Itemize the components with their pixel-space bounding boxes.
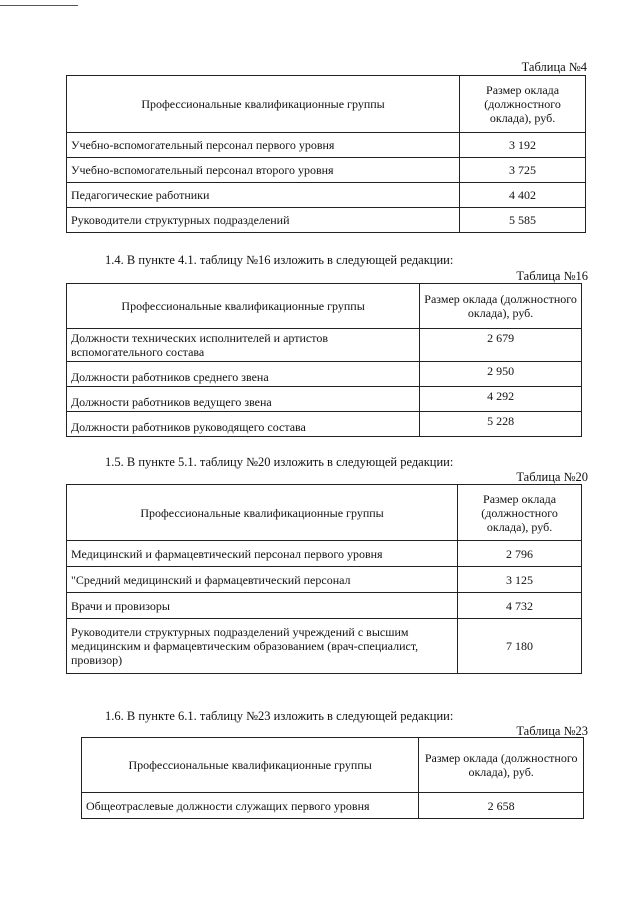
table-row xyxy=(67,183,586,208)
row-name: Врачи и провизоры xyxy=(67,593,458,619)
row-name: Медицинский и фармацевтический персонал первого уровня xyxy=(67,541,458,567)
table-row xyxy=(67,619,582,674)
table-row xyxy=(67,387,582,412)
header-qualification-groups: Профессиональные квалификационные группы xyxy=(67,76,460,133)
header-salary-size: Размер оклада (должностного оклада), руб. xyxy=(458,485,582,541)
row-value: 3 725 xyxy=(460,158,586,183)
table-row xyxy=(67,329,582,362)
row-name: Должности работников ведущего звена xyxy=(67,387,420,412)
table-4 xyxy=(66,75,586,233)
row-name: Руководители структурных подразделений xyxy=(67,208,460,233)
row-value: 2 658 xyxy=(419,793,584,819)
row-name: Должности работников руководящего состава xyxy=(67,412,420,437)
header-salary-size: Размер оклада (должностного оклада), руб. xyxy=(420,284,582,329)
table-row xyxy=(67,133,586,158)
row-name: Учебно-вспомогательный персонал первого уровня xyxy=(67,133,460,158)
row-value: 2 679 xyxy=(420,329,582,362)
header-salary-size: Размер оклада (должностного оклада), руб. xyxy=(460,76,586,133)
row-name: Должности работников среднего звена xyxy=(67,362,420,387)
row-name: Руководители структурных подразделений учреждений с высшим медицинским и фармацевтическим образованием (врач-специалист, провизор) xyxy=(67,619,458,674)
header-qualification-groups: Профессиональные квалификационные группы xyxy=(82,738,419,793)
table-23-caption: Таблица №23 xyxy=(516,724,588,738)
top-rule xyxy=(0,5,78,6)
table-16-caption: Таблица №16 xyxy=(516,269,588,283)
table-4-caption: Таблица №4 xyxy=(521,60,587,74)
row-value: 5 585 xyxy=(460,208,586,233)
header-qualification-groups: Профессиональные квалификационные группы xyxy=(67,284,420,329)
paragraph-1-6: 1.6. В пункте 6.1. таблицу №23 изложить в следующей редакции: xyxy=(105,709,454,723)
table-20 xyxy=(66,484,582,674)
table-20-caption: Таблица №20 xyxy=(516,470,588,484)
row-value: 4 732 xyxy=(458,593,582,619)
table-row xyxy=(67,541,582,567)
row-value: 4 402 xyxy=(460,183,586,208)
table-row xyxy=(67,412,582,437)
row-name: Общеотраслевые должности служащих первого уровня xyxy=(82,793,419,819)
table-row xyxy=(67,362,582,387)
table-header-row xyxy=(67,485,582,541)
header-qualification-groups: Профессиональные квалификационные группы xyxy=(67,485,458,541)
table-row xyxy=(67,593,582,619)
table-row xyxy=(82,793,584,819)
row-value: 3 192 xyxy=(460,133,586,158)
table-header-row xyxy=(82,738,584,793)
paragraph-1-4: 1.4. В пункте 4.1. таблицу №16 изложить в следующей редакции: xyxy=(105,253,454,267)
row-name: Педагогические работники xyxy=(67,183,460,208)
row-name: Должности технических исполнителей и артистов вспомогательного состава xyxy=(67,329,420,362)
table-row xyxy=(67,208,586,233)
row-value: 2 950 xyxy=(420,362,582,387)
header-salary-size: Размер оклада (должностного оклада), руб. xyxy=(419,738,584,793)
table-header-row xyxy=(67,76,586,133)
table-row xyxy=(67,158,586,183)
paragraph-1-5: 1.5. В пункте 5.1. таблицу №20 изложить в следующей редакции: xyxy=(105,455,454,469)
row-value: 5 228 xyxy=(420,412,582,437)
row-value: 2 796 xyxy=(458,541,582,567)
row-value: 3 125 xyxy=(458,567,582,593)
row-name: Учебно-вспомогательный персонал второго уровня xyxy=(67,158,460,183)
table-row xyxy=(67,567,582,593)
row-value: 7 180 xyxy=(458,619,582,674)
table-23 xyxy=(81,737,584,819)
row-name: "Средний медицинский и фармацевтический персонал xyxy=(67,567,458,593)
row-value: 4 292 xyxy=(420,387,582,412)
table-16 xyxy=(66,283,582,437)
table-header-row xyxy=(67,284,582,329)
